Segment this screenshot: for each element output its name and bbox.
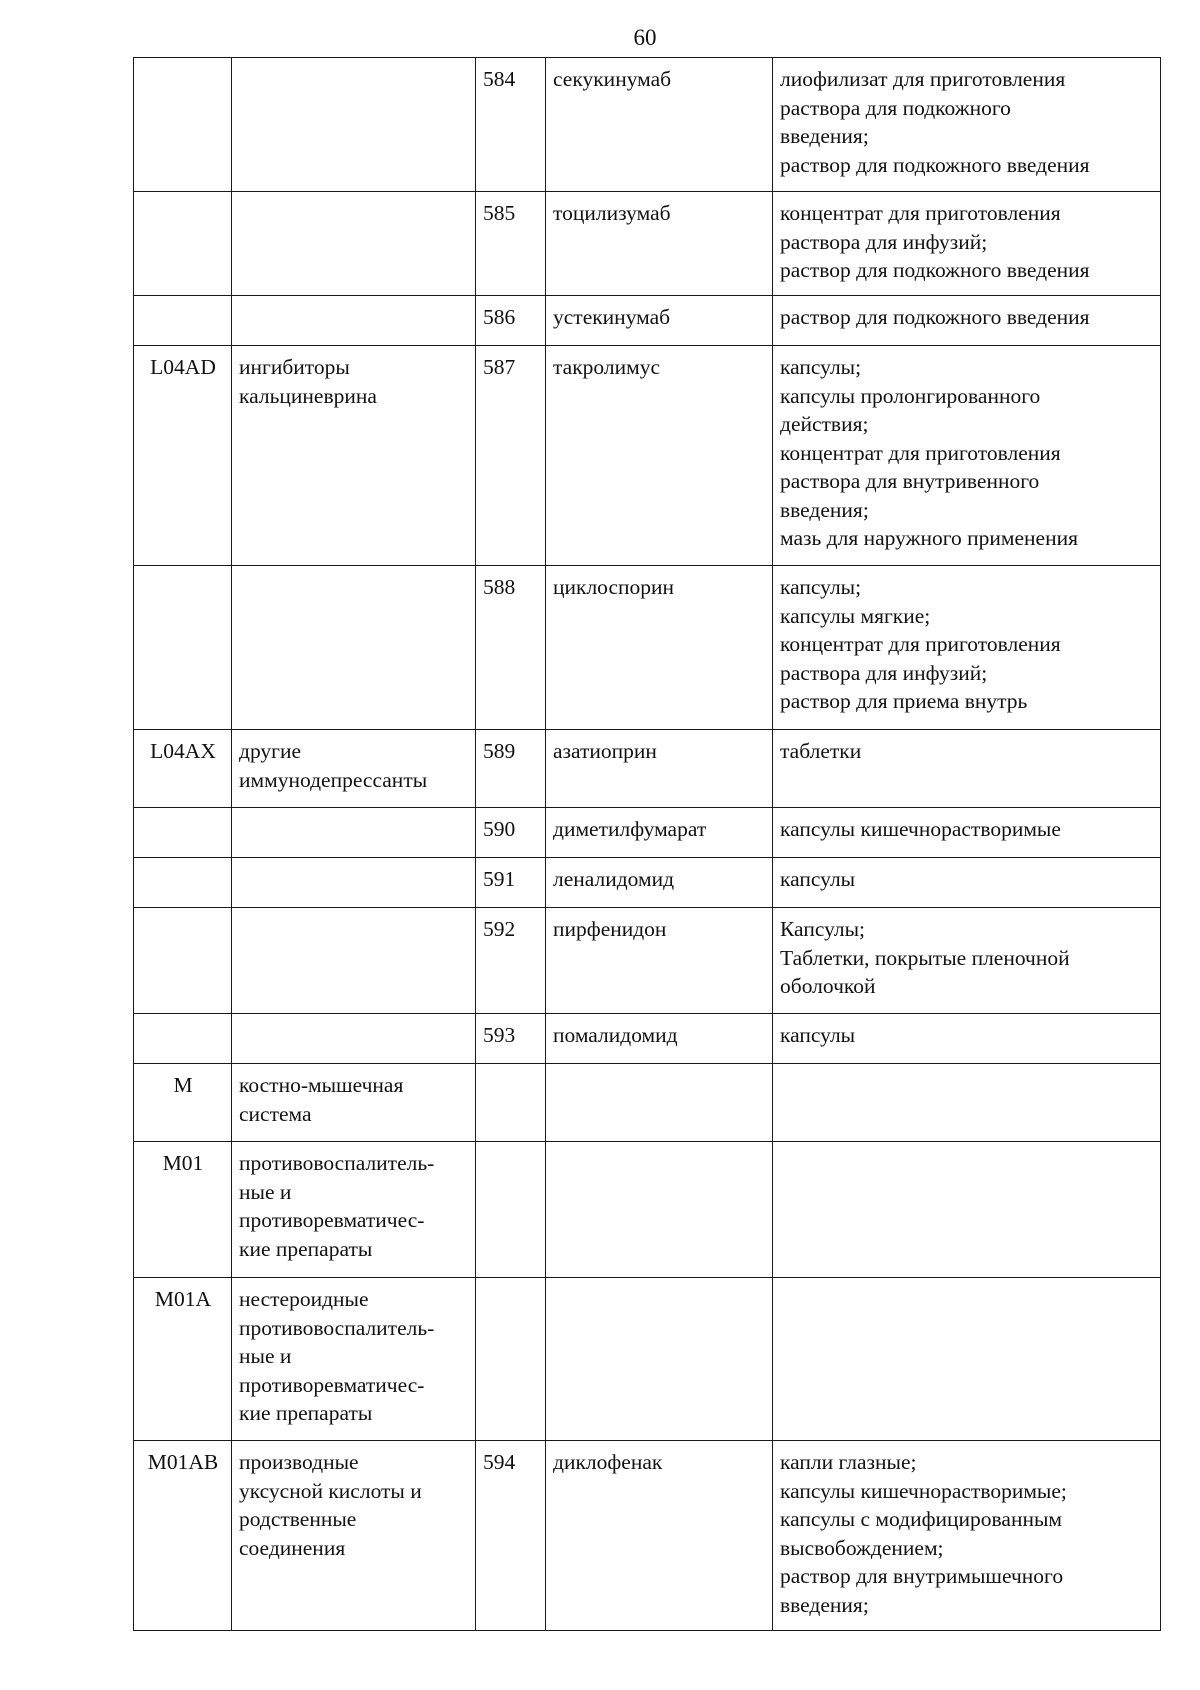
dosage-form-cell (773, 1064, 1161, 1142)
item-number-cell: 589 (476, 730, 546, 808)
item-number-cell: 586 (476, 296, 546, 346)
atc-group-cell: нестероидные противовоспалитель- ные и противоревматичес- кие препараты (232, 1278, 476, 1441)
dosage-form-cell: Капсулы; Таблетки, покрытые пленочной оболочкой (773, 908, 1161, 1014)
atc-group-cell (232, 296, 476, 346)
page-number: 60 (633, 25, 657, 50)
atc-group-cell: производные уксусной кислоты и родственные соединения (232, 1441, 476, 1631)
atc-group-cell (232, 58, 476, 192)
atc-group-cell: другие иммунодепрессанты (232, 730, 476, 808)
atc-code-cell (134, 192, 232, 296)
item-number-cell: 594 (476, 1441, 546, 1631)
drug-name-cell: циклоспорин (546, 566, 773, 730)
dosage-form-cell: капсулы (773, 1014, 1161, 1064)
item-number-cell: 591 (476, 858, 546, 908)
atc-group-cell (232, 566, 476, 730)
table-row (134, 908, 1161, 1014)
atc-group-cell (232, 1014, 476, 1064)
dosage-form-cell: лиофилизат для приготовления раствора для подкожного введения; раствор для подкожного введения (773, 58, 1161, 192)
atc-code-cell (134, 566, 232, 730)
item-number-cell: 588 (476, 566, 546, 730)
atc-group-cell (232, 808, 476, 858)
item-number-cell (476, 1064, 546, 1142)
dosage-form-cell: капли глазные; капсулы кишечнорастворимые; капсулы с модифицированным высвобождением; раствор для внутримышечного введения; (773, 1441, 1161, 1631)
atc-group-cell: костно-мышечная система (232, 1064, 476, 1142)
drug-name-cell: секукинумаб (546, 58, 773, 192)
table-row (134, 1278, 1161, 1441)
table-row (134, 1064, 1161, 1142)
atc-group-cell: противовоспалитель- ные и противоревматичес- кие препараты (232, 1142, 476, 1278)
table-row (134, 566, 1161, 730)
atc-group-cell (232, 192, 476, 296)
dosage-form-cell: раствор для подкожного введения (773, 296, 1161, 346)
item-number-cell: 585 (476, 192, 546, 296)
drug-name-cell: устекинумаб (546, 296, 773, 346)
table-row (134, 296, 1161, 346)
atc-code-cell (134, 296, 232, 346)
item-number-cell: 584 (476, 58, 546, 192)
dosage-form-cell: таблетки (773, 730, 1161, 808)
dosage-form-cell: концентрат для приготовления раствора для инфузий; раствор для подкожного введения (773, 192, 1161, 296)
drug-name-cell: диклофенак (546, 1441, 773, 1631)
dosage-form-cell: капсулы; капсулы мягкие; концентрат для приготовления раствора для инфузий; раствор для приема внутрь (773, 566, 1161, 730)
atc-code-cell (134, 858, 232, 908)
drug-name-cell: пирфенидон (546, 908, 773, 1014)
drug-name-cell (546, 1142, 773, 1278)
item-number-cell: 592 (476, 908, 546, 1014)
drug-name-cell: такролимус (546, 346, 773, 566)
drug-table (133, 57, 1161, 1631)
drug-name-cell: помалидомид (546, 1014, 773, 1064)
item-number-cell (476, 1142, 546, 1278)
drug-name-cell: азатиоприн (546, 730, 773, 808)
drug-name-cell: диметилфумарат (546, 808, 773, 858)
dosage-form-cell: капсулы; капсулы пролонгированного действия; концентрат для приготовления раствора для внутривенного введения; мазь для наружного применения (773, 346, 1161, 566)
atc-code-cell: L04AX (134, 730, 232, 808)
item-number-cell: 593 (476, 1014, 546, 1064)
dosage-form-cell: капсулы (773, 858, 1161, 908)
drug-name-cell: тоцилизумаб (546, 192, 773, 296)
table-row (134, 1014, 1161, 1064)
atc-code-cell: L04AD (134, 346, 232, 566)
atc-code-cell (134, 808, 232, 858)
atc-code-cell (134, 58, 232, 192)
table-row (134, 730, 1161, 808)
dosage-form-cell (773, 1278, 1161, 1441)
dosage-form-cell: капсулы кишечнорастворимые (773, 808, 1161, 858)
atc-group-cell: ингибиторы кальциневрина (232, 346, 476, 566)
atc-code-cell: M01 (134, 1142, 232, 1278)
drug-name-cell (546, 1064, 773, 1142)
table-row (134, 58, 1161, 192)
atc-code-cell (134, 1014, 232, 1064)
atc-code-cell (134, 908, 232, 1014)
item-number-cell: 590 (476, 808, 546, 858)
table-row (134, 808, 1161, 858)
dosage-form-cell (773, 1142, 1161, 1278)
item-number-cell: 587 (476, 346, 546, 566)
table-row (134, 1142, 1161, 1278)
atc-code-cell: M (134, 1064, 232, 1142)
atc-code-cell: M01A (134, 1278, 232, 1441)
drug-name-cell: леналидомид (546, 858, 773, 908)
item-number-cell (476, 1278, 546, 1441)
atc-code-cell: M01AB (134, 1441, 232, 1631)
table-row (134, 192, 1161, 296)
atc-group-cell (232, 858, 476, 908)
atc-group-cell (232, 908, 476, 1014)
table-row (134, 1441, 1161, 1631)
table-row (134, 346, 1161, 566)
table-row (134, 858, 1161, 908)
drug-name-cell (546, 1278, 773, 1441)
